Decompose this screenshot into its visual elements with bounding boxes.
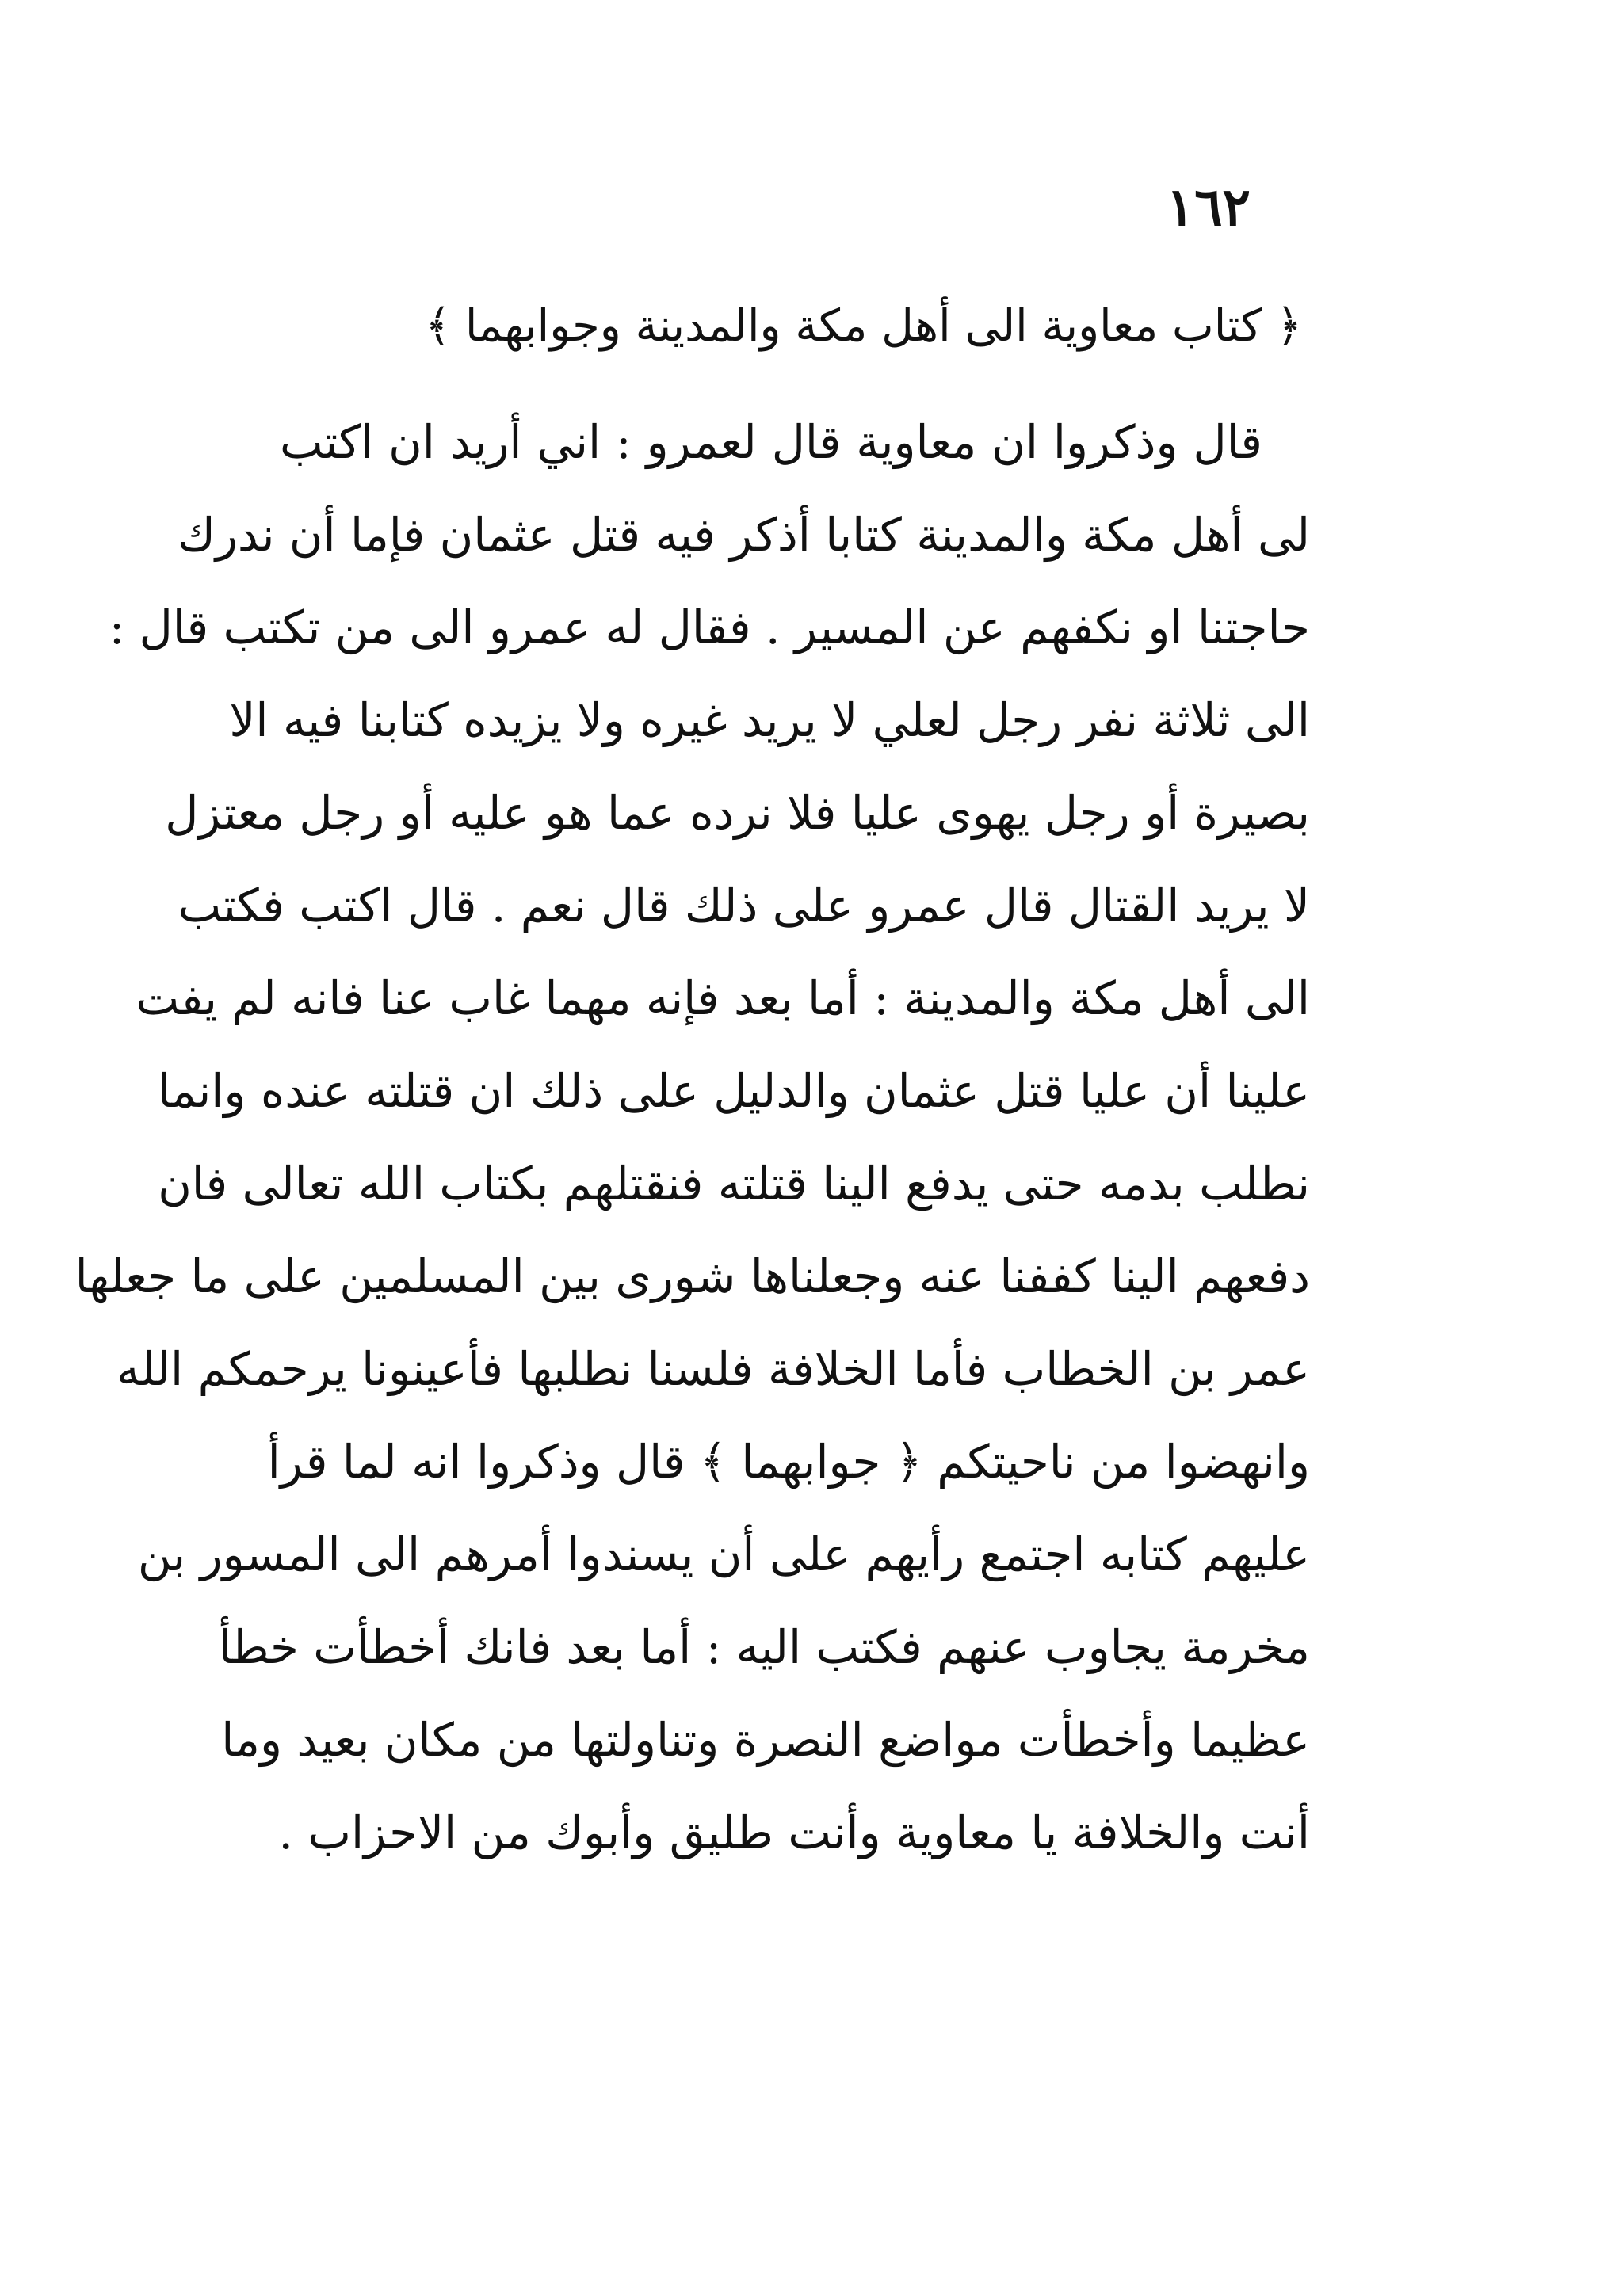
text-line: أنت والخلافة يا معاوية وأنت طليق وأبوك من الاحزاب .	[278, 1806, 1310, 1859]
text-line: حاجتنا او نكفهم عن المسير . فقال له عمرو الى من تكتب قال :	[109, 601, 1310, 654]
text-line: لا يريد القتال قال عمرو على ذلك قال نعم . قال اكتب فكتب	[178, 879, 1310, 933]
chapter-heading: ﴿ كتاب معاوية الى أهل مكة والمدينة وجوابهما ﴾	[425, 300, 1302, 352]
text-line: عليهم كتابه اجتمع رأيهم على أن يسندوا أمرهم الى المسور بن	[137, 1527, 1310, 1581]
text-line: عمر بن الخطاب فأما الخلافة فلسنا نطلبها فأعينونا يرحمكم الله	[116, 1342, 1310, 1396]
text-line: وانهضوا من ناحيتكم ﴿ جوابهما ﴾ قال وذكروا انه لما قرأ	[267, 1435, 1310, 1489]
text-line: بصيرة أو رجل يهوى عليا فلا نرده عما هو عليه أو رجل معتزل	[165, 786, 1310, 840]
text-line: مخرمة يجاوب عنهم فكتب اليه : أما بعد فانك أخطأت خطأ	[218, 1620, 1310, 1674]
text-line: علينا أن عليا قتل عثمان والدليل على ذلك ان قتلته عنده وانما	[157, 1064, 1310, 1118]
text-line: الى ثلاثة نفر رجل لعلي لا يريد غيره ولا يزيده كتابنا فيه الا	[229, 693, 1310, 747]
text-line: عظيما وأخطأت مواضع النصرة وتناولتها من مكان بعيد وما	[221, 1713, 1310, 1767]
text-line: نطلب بدمه حتى يدفع الينا قتلته فنقتلهم بكتاب الله تعالى فان	[158, 1157, 1310, 1211]
page-number: ١٦٢	[1166, 176, 1251, 238]
text-line: لى أهل مكة والمدينة كتابا أذكر فيه قتل عثمان فإما أن ندرك	[178, 508, 1310, 562]
body-text	[74, 396, 1310, 1879]
text-line: دفعهم الينا كففنا عنه وجعلناها شورى بين المسلمين على ما جعلها	[74, 1249, 1310, 1303]
text-line: الى أهل مكة والمدينة : أما بعد فإنه مهما غاب عنا فانه لم يفت	[136, 971, 1310, 1025]
text-line: قال وذكروا ان معاوية قال لعمرو : اني أريد ان اكتب	[280, 415, 1262, 469]
